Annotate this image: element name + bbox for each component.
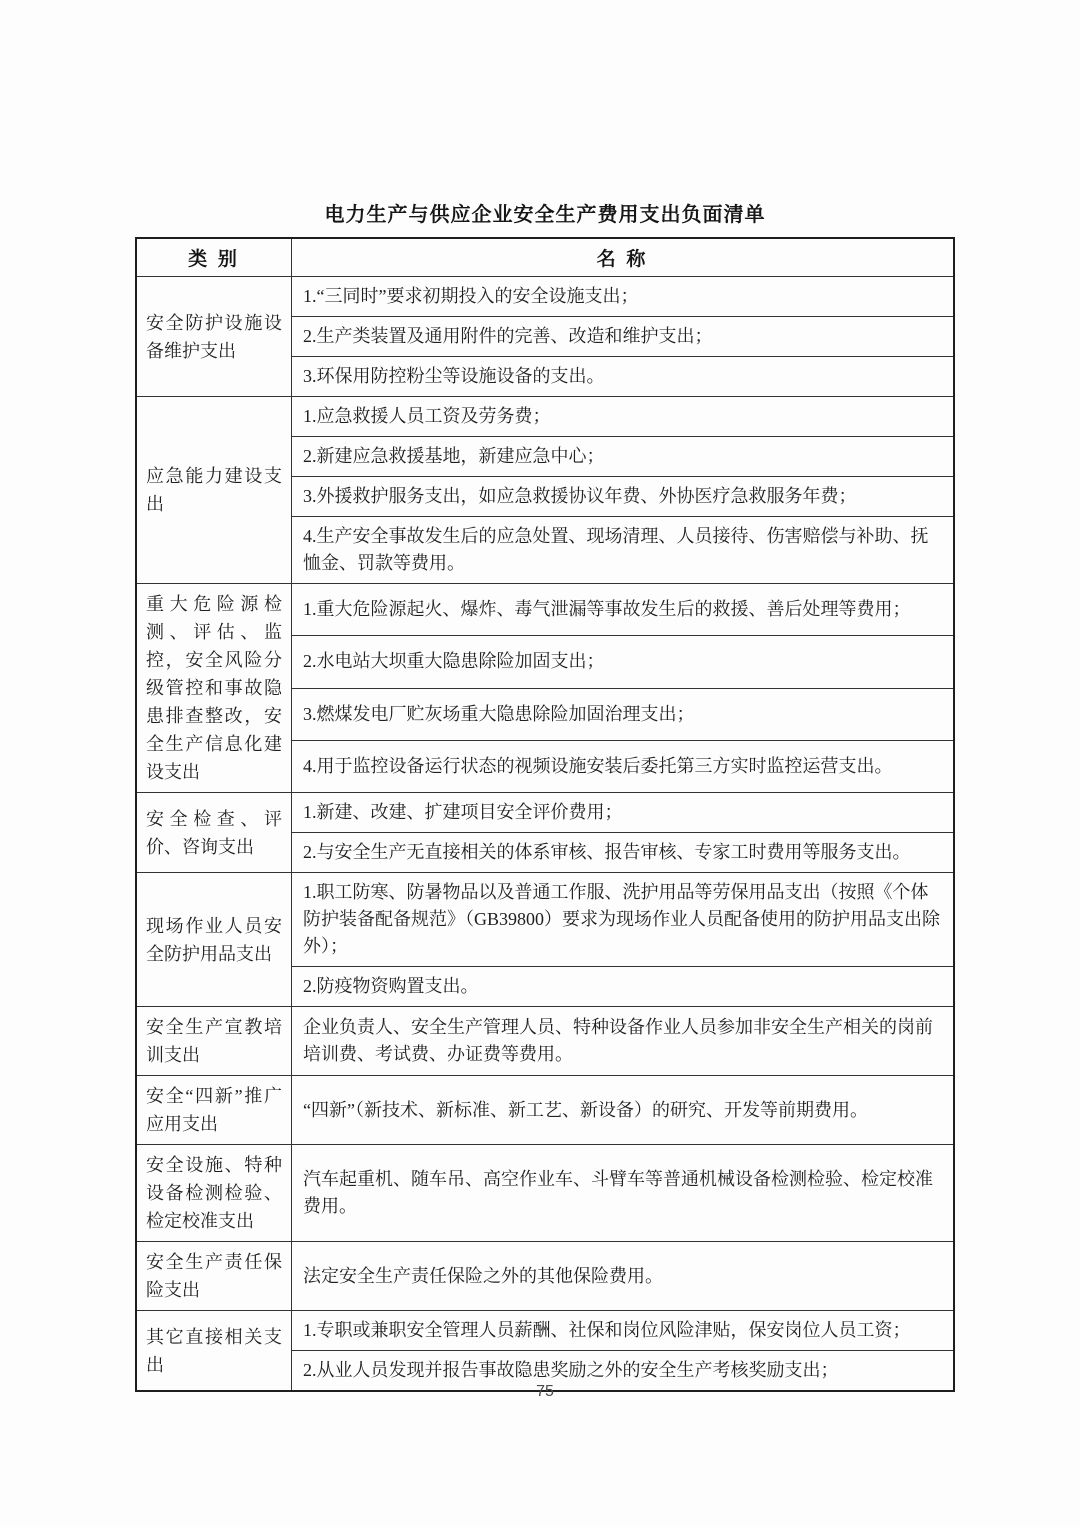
- header-category: 类 别: [136, 238, 292, 277]
- item-cell: 1.重大危险源起火、爆炸、毒气泄漏等事故发生后的救援、善后处理等费用；: [292, 584, 955, 636]
- item-cell: 企业负责人、安全生产管理人员、特种设备作业人员参加非安全生产相关的岗前培训费、考试费、办证费等费用。: [292, 1007, 955, 1076]
- item-cell: 3.环保用防控粉尘等设施设备的支出。: [292, 357, 955, 397]
- table-header-row: [136, 238, 954, 277]
- item-cell: 2.生产类装置及通用附件的完善、改造和维护支出；: [292, 317, 955, 357]
- item-cell: 1.新建、改建、扩建项目安全评价费用；: [292, 793, 955, 833]
- category-cell: 安全“四新”推广应用支出: [136, 1076, 292, 1145]
- category-cell: 重大危险源检测、评估、监控，安全风险分级管控和事故隐患排查整改，安全生产信息化建设支出: [136, 584, 292, 793]
- item-cell: 2.从业人员发现并报告事故隐患奖励之外的安全生产考核奖励支出；: [292, 1351, 955, 1392]
- category-cell: 安全生产责任保险支出: [136, 1242, 292, 1311]
- item-cell: 4.生产安全事故发生后的应急处置、现场清理、人员接待、伤害赔偿与补助、抚恤金、罚款等费用。: [292, 517, 955, 584]
- category-cell: 应急能力建设支出: [136, 397, 292, 584]
- table-row: [136, 793, 954, 833]
- table-body: [136, 277, 954, 1392]
- item-cell: 1.“三同时”要求初期投入的安全设施支出；: [292, 277, 955, 317]
- item-cell: 2.水电站大坝重大隐患除险加固支出；: [292, 636, 955, 688]
- category-cell: 安全生产宣教培训支出: [136, 1007, 292, 1076]
- category-cell: 安全检查、评价、咨询支出: [136, 793, 292, 873]
- page-number: 75: [536, 1383, 554, 1400]
- category-cell: 现场作业人员安全防护用品支出: [136, 873, 292, 1007]
- item-cell: 汽车起重机、随车吊、高空作业车、斗臂车等普通机械设备检测检验、检定校准费用。: [292, 1145, 955, 1242]
- item-cell: “四新”（新技术、新标准、新工艺、新设备）的研究、开发等前期费用。: [292, 1076, 955, 1145]
- table-row: [136, 1076, 954, 1145]
- item-cell: 法定安全生产责任保险之外的其他保险费用。: [292, 1242, 955, 1311]
- table-row: [136, 1145, 954, 1242]
- item-cell: 2.与安全生产无直接相关的体系审核、报告审核、专家工时费用等服务支出。: [292, 833, 955, 873]
- table-row: [136, 584, 954, 636]
- table-row: [136, 1242, 954, 1311]
- negative-list-table: [135, 237, 955, 1392]
- item-cell: 1.应急救援人员工资及劳务费；: [292, 397, 955, 437]
- item-cell: 2.防疫物资购置支出。: [292, 967, 955, 1007]
- table-row: [136, 277, 954, 317]
- item-cell: 4.用于监控设备运行状态的视频设施安装后委托第三方实时监控运营支出。: [292, 740, 955, 792]
- item-cell: 3.外援救护服务支出，如应急救援协议年费、外协医疗急救服务年费；: [292, 477, 955, 517]
- table-row: [136, 873, 954, 967]
- item-cell: 1.职工防寒、防暑物品以及普通工作服、洗护用品等劳保用品支出（按照《个体防护装备配备规范》（GB39800）要求为现场作业人员配备使用的防护用品支出除外）；: [292, 873, 955, 967]
- header-name: 名 称: [292, 238, 955, 277]
- table-row: [136, 397, 954, 437]
- item-cell: 2.新建应急救援基地，新建应急中心；: [292, 437, 955, 477]
- page-title: 电力生产与供应企业安全生产费用支出负面清单: [324, 204, 766, 226]
- table-row: [136, 1007, 954, 1076]
- item-cell: 3.燃煤发电厂贮灰场重大隐患除险加固治理支出；: [292, 688, 955, 740]
- category-cell: 安全设施、特种设备检测检验、检定校准支出: [136, 1145, 292, 1242]
- item-cell: 1.专职或兼职安全管理人员薪酬、社保和岗位风险津贴，保安岗位人员工资；: [292, 1311, 955, 1351]
- category-cell: 其它直接相关支出: [136, 1311, 292, 1392]
- table-row: [136, 1311, 954, 1351]
- category-cell: 安全防护设施设备维护支出: [136, 277, 292, 397]
